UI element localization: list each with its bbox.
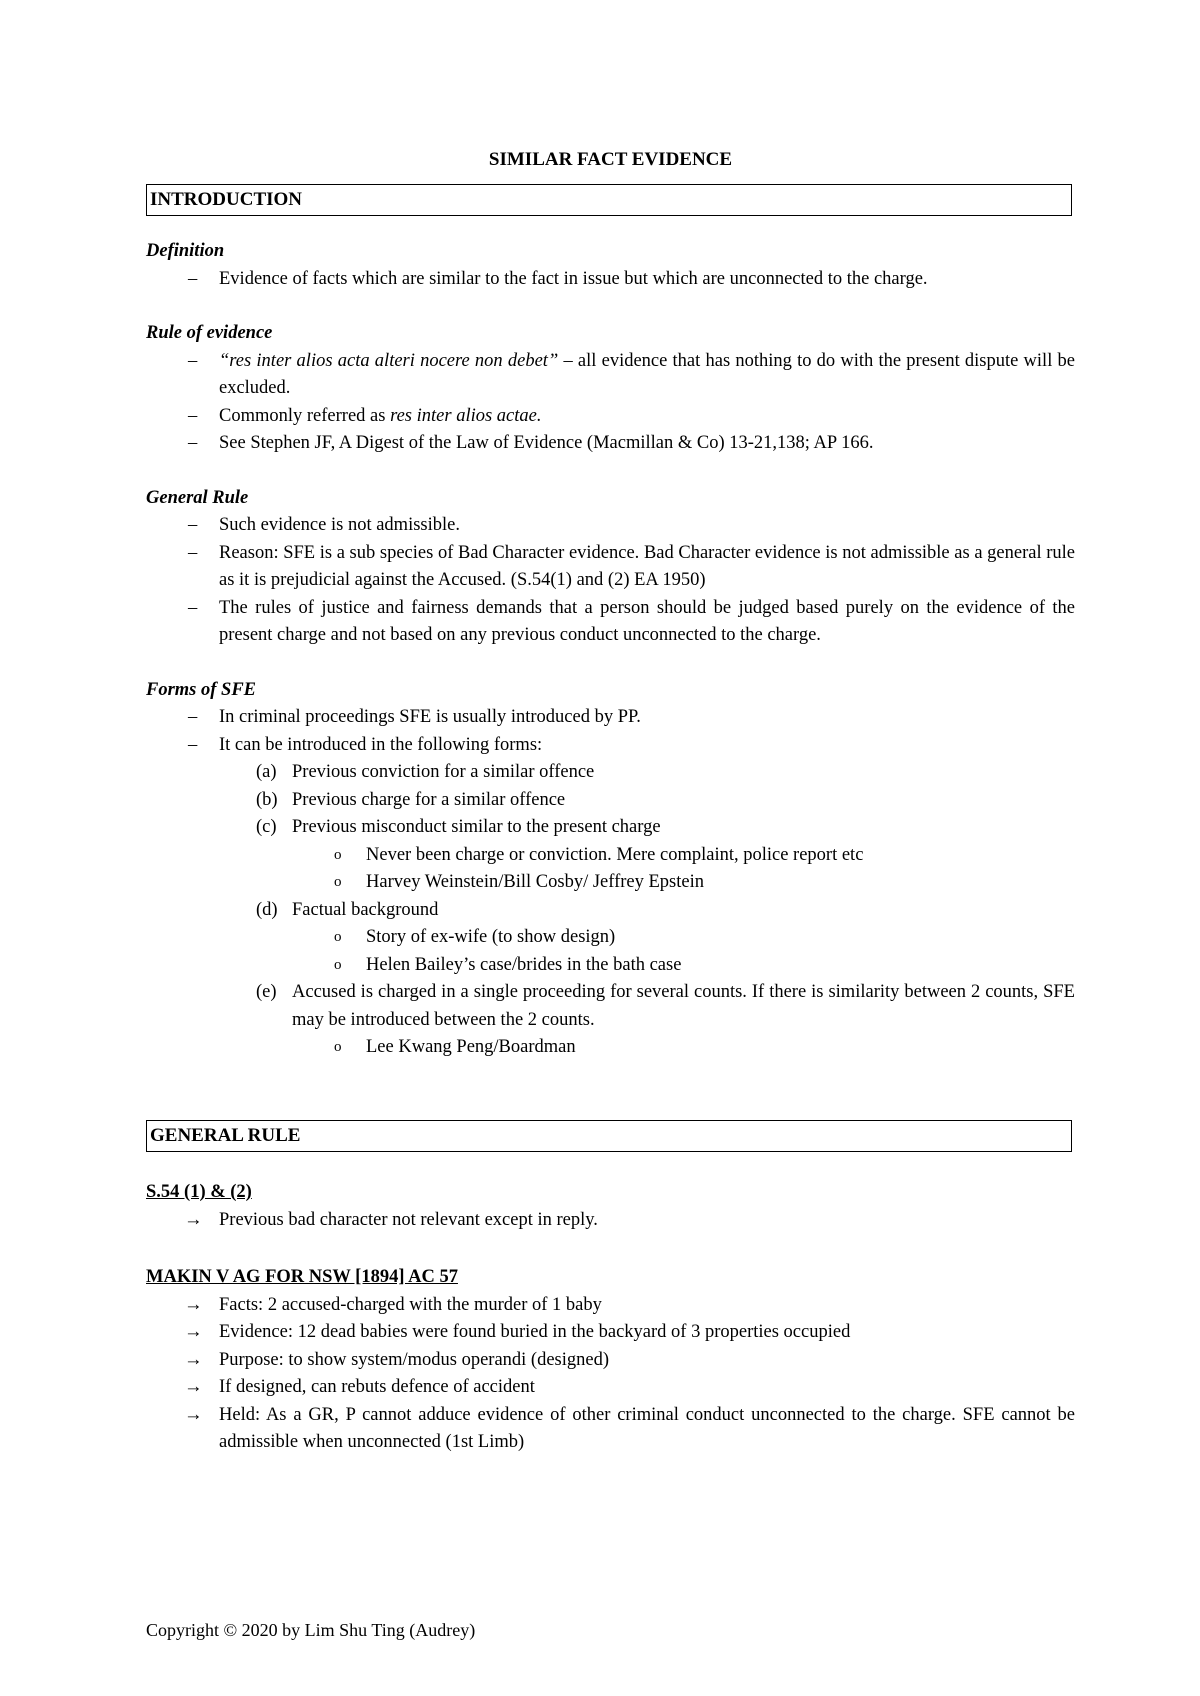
copyright-footer: Copyright © 2020 by Lim Shu Ting (Audrey) — [146, 1620, 476, 1640]
form-item-c: (c) Previous misconduct similar to the present charge — [256, 817, 661, 837]
forms-of-sfe-list — [146, 704, 1075, 1062]
form-item-d: (d) Factual background — [256, 899, 439, 920]
maxim-explanation: – all evidence that has nothing to do with the present dispute will be excluded. — [219, 350, 1075, 398]
list-item: → Evidence: 12 dead babies were found buried in the backyard of 3 properties occupied — [146, 1319, 1075, 1347]
list-item: → If designed, can rebuts defence of accident — [146, 1374, 1075, 1402]
sub-item: o Helen Bailey’s case/brides in the bath case — [146, 952, 1075, 980]
page-title: SIMILAR FACT EVIDENCE — [488, 149, 733, 170]
section-heading-introduction: INTRODUCTION — [146, 184, 1072, 216]
circle-bullet-icon: o — [334, 956, 342, 973]
list-item: – Reason: SFE is a sub species of Bad Character evidence. Bad Character evidence is not admissible as a general rule as it is prejudicial against the Accused. (S.54(1) and (2) EA 1950) — [146, 540, 1075, 595]
list-item: – Commonly referred as res inter alios actae. — [146, 403, 1075, 431]
introduction-section — [146, 238, 1075, 1062]
latin-maxim: “res inter alios acta alteri nocere non debet” — [219, 350, 559, 371]
forms-of-sfe-heading: Forms of SFE — [146, 679, 257, 700]
list-item: → Held: As a GR, P cannot adduce evidence of other criminal conduct unconnected to the charge. SFE cannot be admissible when unconnected (1st Limb) — [146, 1402, 1075, 1457]
sub-item: o Story of ex-wife (to show design) — [146, 924, 1075, 952]
list-item: – Evidence of facts which are similar to the fact in issue but which are unconnected to the charge. — [146, 266, 1075, 294]
general-rule-list — [146, 512, 1075, 650]
circle-bullet-icon: o — [334, 874, 342, 890]
form-item-b: (b) Previous charge for a similar offence — [256, 789, 566, 810]
circle-bullet-icon: o — [334, 846, 342, 863]
sub-item: o Lee Kwang Peng/Boardman — [146, 1034, 1075, 1062]
circle-bullet-icon: o — [334, 929, 342, 945]
list-item: – In criminal proceedings SFE is usually introduced by PP. — [146, 704, 1075, 732]
form-item-a: (a) Previous conviction for a similar offence — [256, 762, 595, 782]
list-item: – The rules of justice and fairness demands that a person should be judged based purely on the evidence of the present charge and not based on any previous conduct unconnected to the charge. — [146, 595, 1075, 650]
list-item: → Purpose: to show system/modus operandi (designed) — [146, 1347, 1075, 1375]
list-item: – Such evidence is not admissible. — [146, 512, 1075, 540]
form-item-e: (e) Accused is charged in a single proceeding for several counts. If there is similarity between 2 counts, SFE may be introduced between the 2 counts. — [256, 982, 1075, 1030]
list-item: → Previous bad character not relevant except in reply. — [146, 1207, 1075, 1235]
statute-list — [146, 1207, 1075, 1235]
list-item: – It can be introduced in the following forms: — [146, 732, 1075, 760]
general-rule-section — [146, 1179, 1075, 1457]
list-item — [146, 348, 1075, 403]
definition-list — [146, 266, 1075, 294]
case-list — [146, 1292, 1075, 1457]
latin-term: res inter alios actae. — [390, 405, 542, 426]
sub-item: o Harvey Weinstein/Bill Cosby/ Jeffrey Epstein — [146, 869, 1075, 897]
case-heading: MAKIN V AG FOR NSW [1894] AC 57 — [146, 1267, 458, 1287]
section-heading-general-rule: GENERAL RULE — [146, 1120, 1072, 1152]
general-rule-heading: General Rule — [146, 487, 249, 508]
statute-heading: S.54 (1) & (2) — [146, 1182, 252, 1202]
sub-item: o Never been charge or conviction. Mere complaint, police report etc — [146, 842, 1075, 870]
definition-heading: Definition — [146, 241, 225, 261]
rule-of-evidence-list — [146, 348, 1075, 458]
list-item: – See Stephen JF, A Digest of the Law of Evidence (Macmillan & Co) 13-21,138; AP 166. — [146, 430, 1075, 458]
circle-bullet-icon: o — [334, 1039, 342, 1055]
rule-of-evidence-heading: Rule of evidence — [146, 323, 273, 343]
list-item: → Facts: 2 accused-charged with the murder of 1 baby — [146, 1292, 1075, 1320]
